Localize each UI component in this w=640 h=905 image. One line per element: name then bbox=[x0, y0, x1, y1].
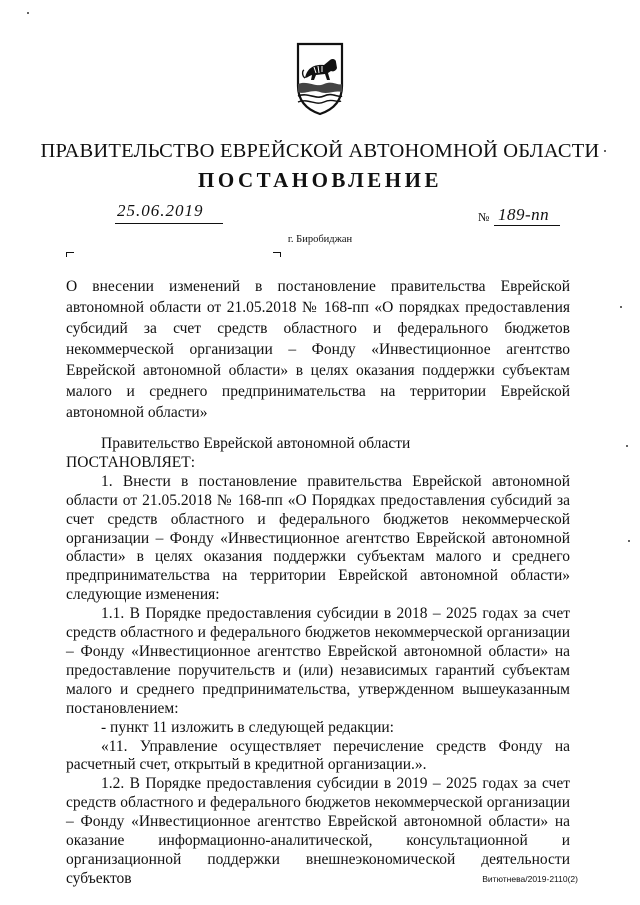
paragraph-1-2: 1.2. В Порядке предоставления субсидии в 2019 – 2025 годах за счет средств областного и федерального бюджетов некоммерческой организации – Фонду «Инвестиционное агентство Еврейской автономной области» на оказание информационно-аналитической, консультационной и организационной поддержки внешнеэкономической деятельности субъектов bbox=[66, 775, 570, 887]
document-subject bbox=[66, 276, 570, 423]
title-bracket-left bbox=[66, 252, 74, 257]
document-type-title: ПОСТАНОВЛЕНИЕ bbox=[198, 168, 442, 192]
resolves-line: ПОСТАНОВЛЯЕТ: bbox=[66, 453, 196, 471]
paragraph-1: 1. Внести в постановление правительства Еврейской автономной области от 21.05.2018 № 168-пп «О Порядках предоставления субсидий за счет средств областного и федерального бюджетов некоммерческой организации – Фонду «Инвестиционное агентство Еврейской автономной области» в целях оказания поддержки субъектам малого и среднего предпринимательства на территории Еврейской автономной области» следующие изменения: bbox=[66, 472, 570, 604]
scan-speck bbox=[628, 540, 630, 542]
city-name: г. Биробиджан bbox=[287, 234, 353, 245]
number-sign: № bbox=[478, 210, 490, 224]
scan-speck bbox=[27, 12, 29, 14]
number-field bbox=[478, 207, 560, 225]
scan-speck bbox=[620, 306, 622, 308]
document-body bbox=[66, 435, 570, 889]
intro-line: Правительство Еврейской автономной области bbox=[101, 435, 411, 452]
paragraph-1-1: 1.1. В Порядке предоставления субсидии в 2018 – 2025 годах за счет средств областного и федерального бюджетов некоммерческой организации – Фонду «Инвестиционное агентство Еврейской автономной области» на предоставление поручительств и (или) независимых гарантий субъектам малого и среднего предпринимательства, утвержденном вышеуказанным постановлением: bbox=[66, 605, 570, 717]
subject-text: О внесении изменений в постановление правительства Еврейской автономной области от 21.05.2018 № 168-пп «О порядках предоставления субсидий за счет средств областного и федерального бюджетов некоммерческой организации – Фонду «Инвестиционное агентство Еврейской автономной области» в целях оказания поддержки субъектам малого и среднего предпринимательства на территории Еврейской автономной области» bbox=[66, 278, 570, 421]
date-field bbox=[115, 203, 223, 224]
number-underline bbox=[494, 225, 560, 226]
scan-speck bbox=[604, 150, 606, 152]
coat-of-arms-icon bbox=[294, 40, 346, 116]
government-title: ПРАВИТЕЛЬСТВО ЕВРЕЙСКОЙ АВТОНОМНОЙ ОБЛАСТИ bbox=[40, 140, 600, 162]
title-bracket-right bbox=[273, 252, 281, 257]
date-handwritten: 25.06.2019 bbox=[117, 201, 204, 220]
footer-reference: Витютнева/2019-2110(2) bbox=[482, 874, 578, 884]
paragraph-item-11-text: «11. Управление осуществляет перечисление средств Фонду на расчетный счет, открытый в кредитной организации.». bbox=[66, 737, 570, 774]
scan-speck bbox=[626, 445, 628, 447]
number-handwritten: 189-пп bbox=[498, 205, 550, 224]
paragraph-item-11-intro: - пункт 11 изложить в следующей редакции: bbox=[101, 718, 394, 736]
